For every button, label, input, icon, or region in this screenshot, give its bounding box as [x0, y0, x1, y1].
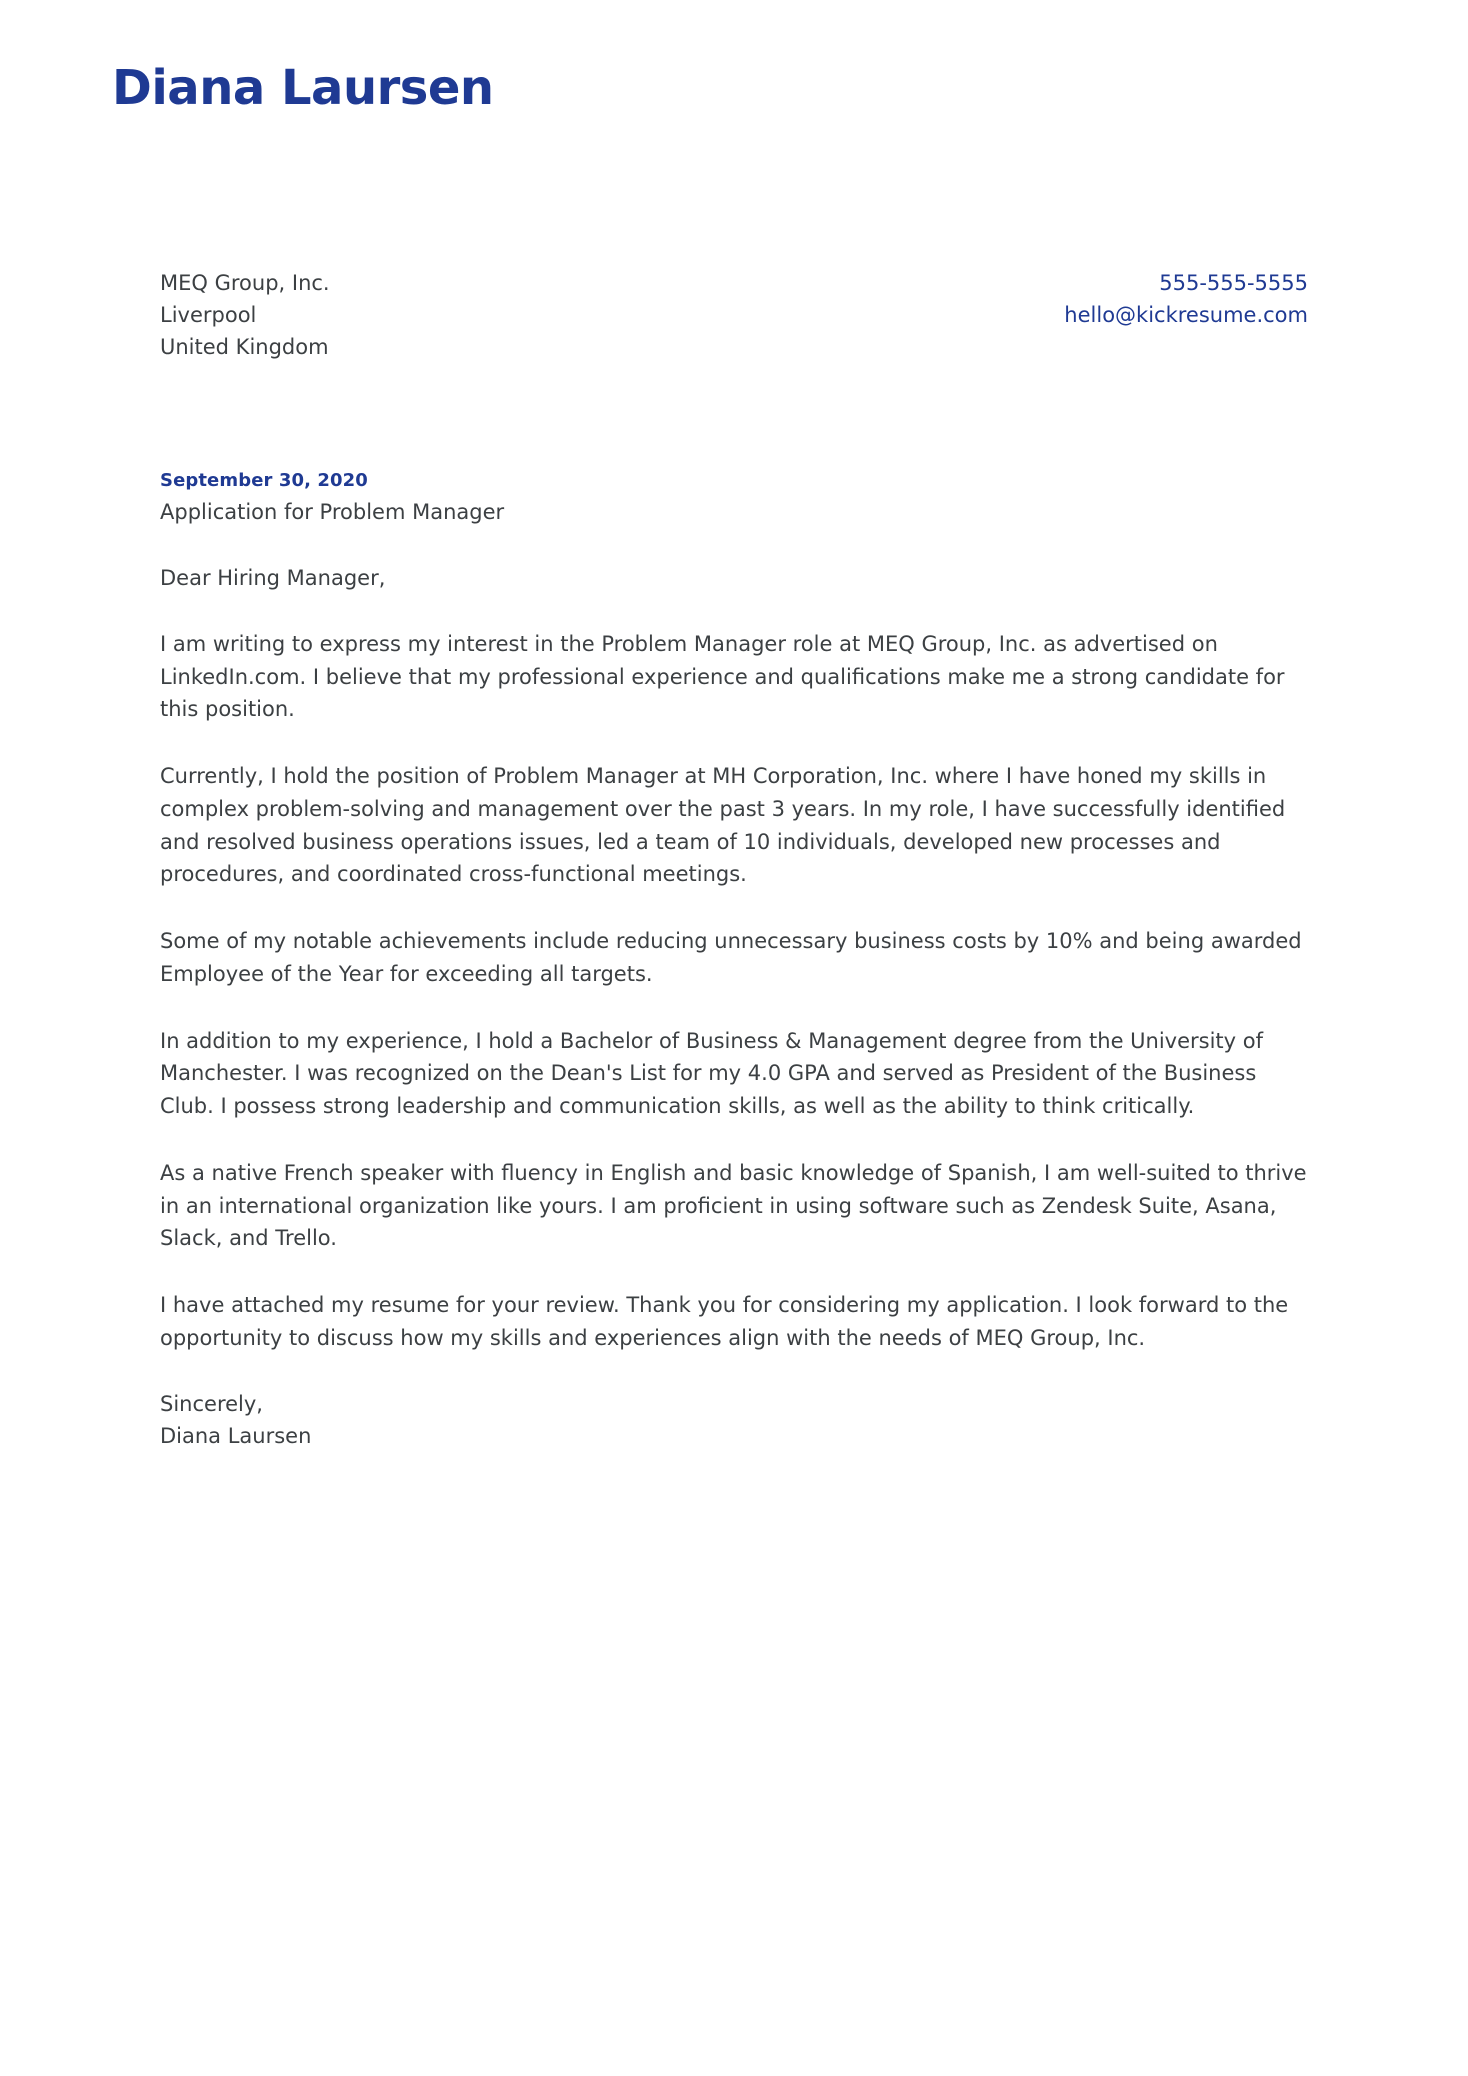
- recipient-address-block: [160, 268, 330, 364]
- letter-body: [160, 470, 1312, 1452]
- letter-paragraph: As a native French speaker with fluency in English and basic knowledge of Spanish, I am well-suited to thrive in an international organization like yours. I am proficient in using software such as Zendesk Suite, Asana, Slack, and Trello.: [160, 1160, 1307, 1251]
- sender-contact-block: [1064, 268, 1308, 332]
- letter-subject: Application for Problem Manager: [160, 500, 505, 524]
- letter-paragraph: In addition to my experience, I hold a Bachelor of Business & Management degree from the University of Manchester. I was recognized on the Dean's List for my 4.0 GPA and served as President of the Business Club. I possess strong leadership and communication skills, as well as the ability to think critically.: [160, 1028, 1264, 1119]
- closing-salutation: Sincerely,: [160, 1391, 263, 1416]
- letter-paragraph: I have attached my resume for your review. Thank you for considering my application. I look forward to the opportunity to discuss how my skills and experiences align with the needs of MEQ Group, Inc.: [160, 1293, 1289, 1350]
- letter-date: September 30, 2020: [160, 470, 368, 491]
- letterhead: [112, 62, 494, 115]
- letter-paragraph: Some of my notable achievements include reducing unnecessary business costs by 10% and being awarded Employee of the Year for exceeding all targets.: [160, 929, 1302, 986]
- letter-paragraph: I am writing to express my interest in the Problem Manager role at MEQ Group, Inc. as advertised on LinkedIn.com. I believe that my professional experience and qualifications make me a strong candidate for this position.: [160, 631, 1285, 722]
- closing-signature-name: Diana Laursen: [160, 1423, 312, 1448]
- letter-closing: [160, 1389, 1312, 1453]
- recipient-city: Liverpool: [160, 302, 257, 327]
- letter-paragraph: Currently, I hold the position of Problem Manager at MH Corporation, Inc. where I have honed my skills in complex problem-solving and management over the past 3 years. In my role, I have successfully identified and resolved business operations issues, led a team of 10 individuals, developed new processes and procedures, and coordinated cross-functional meetings.: [160, 764, 1286, 887]
- contact-email[interactable]: hello@kickresume.com: [1064, 302, 1308, 327]
- letter-meta-row: [160, 268, 1308, 364]
- recipient-company: MEQ Group, Inc.: [160, 271, 330, 295]
- page-title: Diana Laursen: [112, 60, 494, 116]
- recipient-country: United Kingdom: [160, 334, 329, 359]
- letter-salutation: Dear Hiring Manager,: [160, 566, 386, 591]
- contact-phone[interactable]: 555-555-5555: [1159, 271, 1308, 295]
